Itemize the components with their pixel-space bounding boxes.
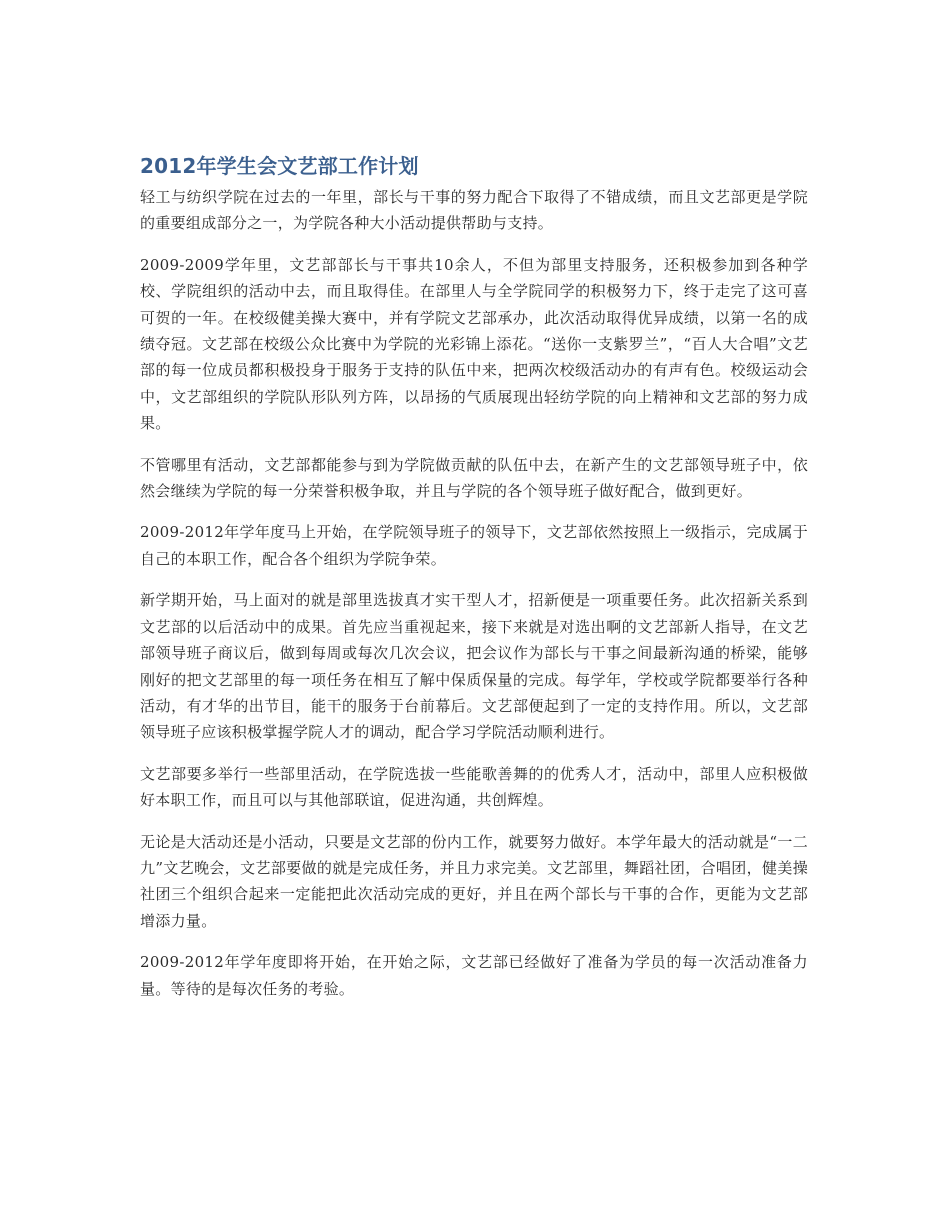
paragraph: 2009-2009学年里，文艺部部长与干事共10余人，不但为部里支持服务，还积极参加到各种学校、学院组织的活动中去，而且取得佳。在部里人与全学院同学的积极努力下，终于走完了这可喜可贺的一年。在校级健美操大赛中，并有学院文艺部承办，此次活动取得优异成绩，以第一名的成绩夺冠。文艺部在校级公众比赛中为学院的光彩锦上添花。“送你一支紫罗兰”，“百人大合唱”文艺部的每一位成员都积极投身于服务于支持的队伍中来，把两次校级活动办的有声有色。校级运动会中，文艺部组织的学院队形队列方阵，以昂扬的气质展现出轻纺学院的向上精神和文艺部的努力成果。 <box>140 255 808 433</box>
paragraph: 不管哪里有活动，文艺部都能参与到为学院做贡献的队伍中去，在新产生的文艺部领导班子中，依然会继续为学院的每一分荣誉积极争取，并且与学院的各个领导班子做好配合，做到更好。 <box>140 455 808 501</box>
paragraph: 2009-2012年学年度马上开始，在学院领导班子的领导下，文艺部依然按照上一级指示，完成属于自己的本职工作，配合各个组织为学院争荣。 <box>140 523 808 568</box>
paragraph: 无论是大活动还是小活动，只要是文艺部的份内工作，就要努力做好。本学年最大的活动就是“一二九”文艺晚会，文艺部要做的就是完成任务，并且力求完美。文艺部里，舞蹈社团，合唱团，健美操社团三个组织合起来一定能把此次活动完成的更好，并且在两个部长与干事的合作，更能为文艺部增添力量。 <box>140 832 808 930</box>
paragraph: 文艺部要多举行一些部里活动，在学院选拔一些能歌善舞的的优秀人才，活动中，部里人应积极做好本职工作，而且可以与其他部联谊，促进沟通，共创辉煌。 <box>140 764 808 810</box>
document-page <box>140 152 808 1017</box>
paragraph: 2009-2012年学年度即将开始，在开始之际，文艺部已经做好了准备为学员的每一次活动准备力量。等待的是每次任务的考验。 <box>140 953 808 998</box>
document-title: 2012年学生会文艺部工作计划 <box>140 154 419 178</box>
paragraph: 轻工与纺织学院在过去的一年里，部长与干事的努力配合下取得了不错成绩，而且文艺部更是学院的重要组成部分之一，为学院各种大小活动提供帮助与支持。 <box>140 188 808 233</box>
paragraph: 新学期开始，马上面对的就是部里选拔真才实干型人才，招新便是一项重要任务。此次招新关系到文艺部的以后活动中的成果。首先应当重视起来，接下来就是对选出啊的文艺部新人指导，在文艺部领导班子商议后，做到每周或每次几次会议，把会议作为部长与干事之间最新沟通的桥梁，能够刚好的把文艺部里的每一项任务在相互了解中保质保量的完成。每学年，学校或学院都要举行各种活动，有才华的出节目，能干的服务于台前幕后。文艺部便起到了一定的支持作用。所以，文艺部领导班子应该积极掌握学院人才的调动，配合学习学院活动顺利进行。 <box>140 591 808 742</box>
